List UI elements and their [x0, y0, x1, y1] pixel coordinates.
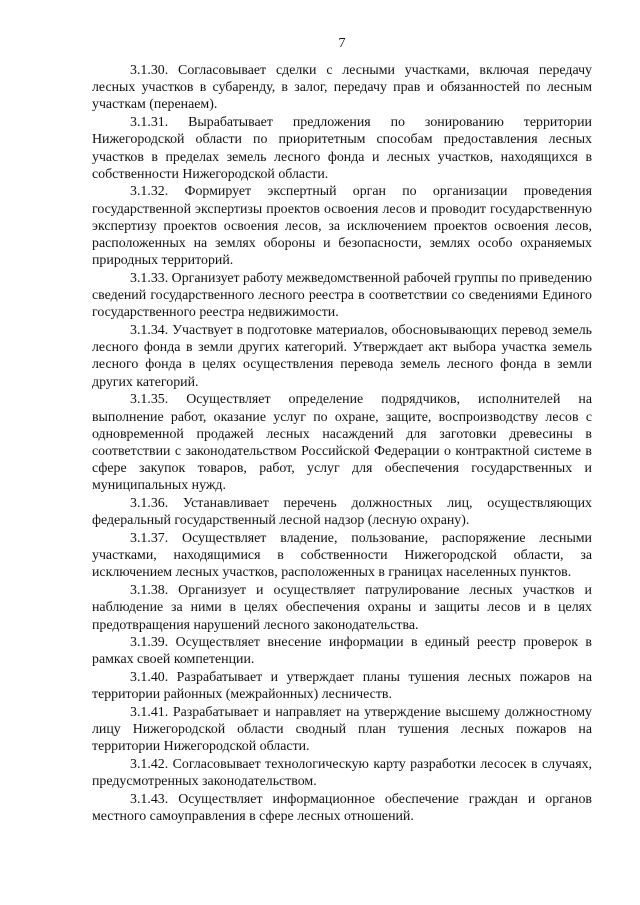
paragraph-3-1-33: 3.1.33. Организует работу межведомственной рабочей группы по приведению сведений государственного лесного реестра в соответствии со сведениями Единого государственного реестра недвижимости. — [92, 270, 592, 321]
page-number: 7 — [338, 36, 346, 51]
paragraph-3-1-30: 3.1.30. Согласовывает сделки с лесными участками, включая передачу лесных участков в субаренду, в залог, передачу прав и обязанностей по лесным участкам (перенаем). — [92, 63, 592, 113]
paragraph-3-1-41: 3.1.41. Разрабатывает и направляет на утверждение высшему должностному лицу Нижегородской области сводный план тушения лесных пожаров на территории Нижегородской области. — [92, 705, 592, 755]
paragraph-3-1-32: 3.1.32. Формирует экспертный орган по организации проведения государственной экспертизы проектов освоения лесов и проводит государственную экспертизу проектов освоения лесов, за исключением проектов освоения лесов, расположенных на землях обороны и безопасности, землях особо охраняемых природных территорий. — [92, 184, 592, 269]
paragraph-3-1-34: 3.1.34. Участвует в подготовке материалов, обосновывающих перевод земель лесного фонда в земли других категорий. Утверждает акт выбора участка земель лесного фонда в целях осуществления перевода земель лесного фонда в земли других категорий. — [92, 323, 592, 390]
paragraph-3-1-38: 3.1.38. Организует и осуществляет патрулирование лесных участков и наблюдение за ними в целях обеспечения охраны и защиты лесов и в целях предотвращения нарушений лесного законодательства. — [92, 583, 592, 633]
paragraph-3-1-36: 3.1.36. Устанавливает перечень должностных лиц, осуществляющих федеральный государственный лесной надзор (лесную охрану). — [92, 496, 592, 529]
paragraph-3-1-31: 3.1.31. Вырабатывает предложения по зонированию территории Нижегородской области по приоритетным способам предоставления лесных участков в пределах земель лесного фонда и лесных участков, находящихся в собственности Нижегородской области. — [92, 115, 592, 182]
paragraph-3-1-43: 3.1.43. Осуществляет информационное обеспечение граждан и органов местного самоуправления в сфере лесных отношений. — [92, 792, 592, 825]
paragraph-3-1-37: 3.1.37. Осуществляет владение, пользование, распоряжение лесными участками, находящимися в собственности Нижегородской области, за исключением лесных участков, расположенных в границах населенных пунктов. — [92, 530, 592, 581]
paragraph-3-1-35: 3.1.35. Осуществляет определение подрядчиков, исполнителей на выполнение работ, оказание услуг по охране, защите, воспроизводству лесов с одновременной продажей лесных насаждений для заготовки древесины в соответствии с законодательством Российской Федерации о контрактной системе в сфере закупок товаров, работ, услуг для обеспечения государственных и муниципальных нужд. — [92, 392, 592, 494]
paragraph-3-1-39: 3.1.39. Осуществляет внесение информации в единый реестр проверок в рамках своей компетенции. — [92, 635, 592, 668]
paragraph-3-1-42: 3.1.42. Согласовывает технологическую карту разработки лесосек в случаях, предусмотренных законодательством. — [92, 757, 592, 790]
paragraph-3-1-40: 3.1.40. Разрабатывает и утверждает планы тушения лесных пожаров на территории районных (межрайонных) лесничеств. — [92, 670, 592, 703]
